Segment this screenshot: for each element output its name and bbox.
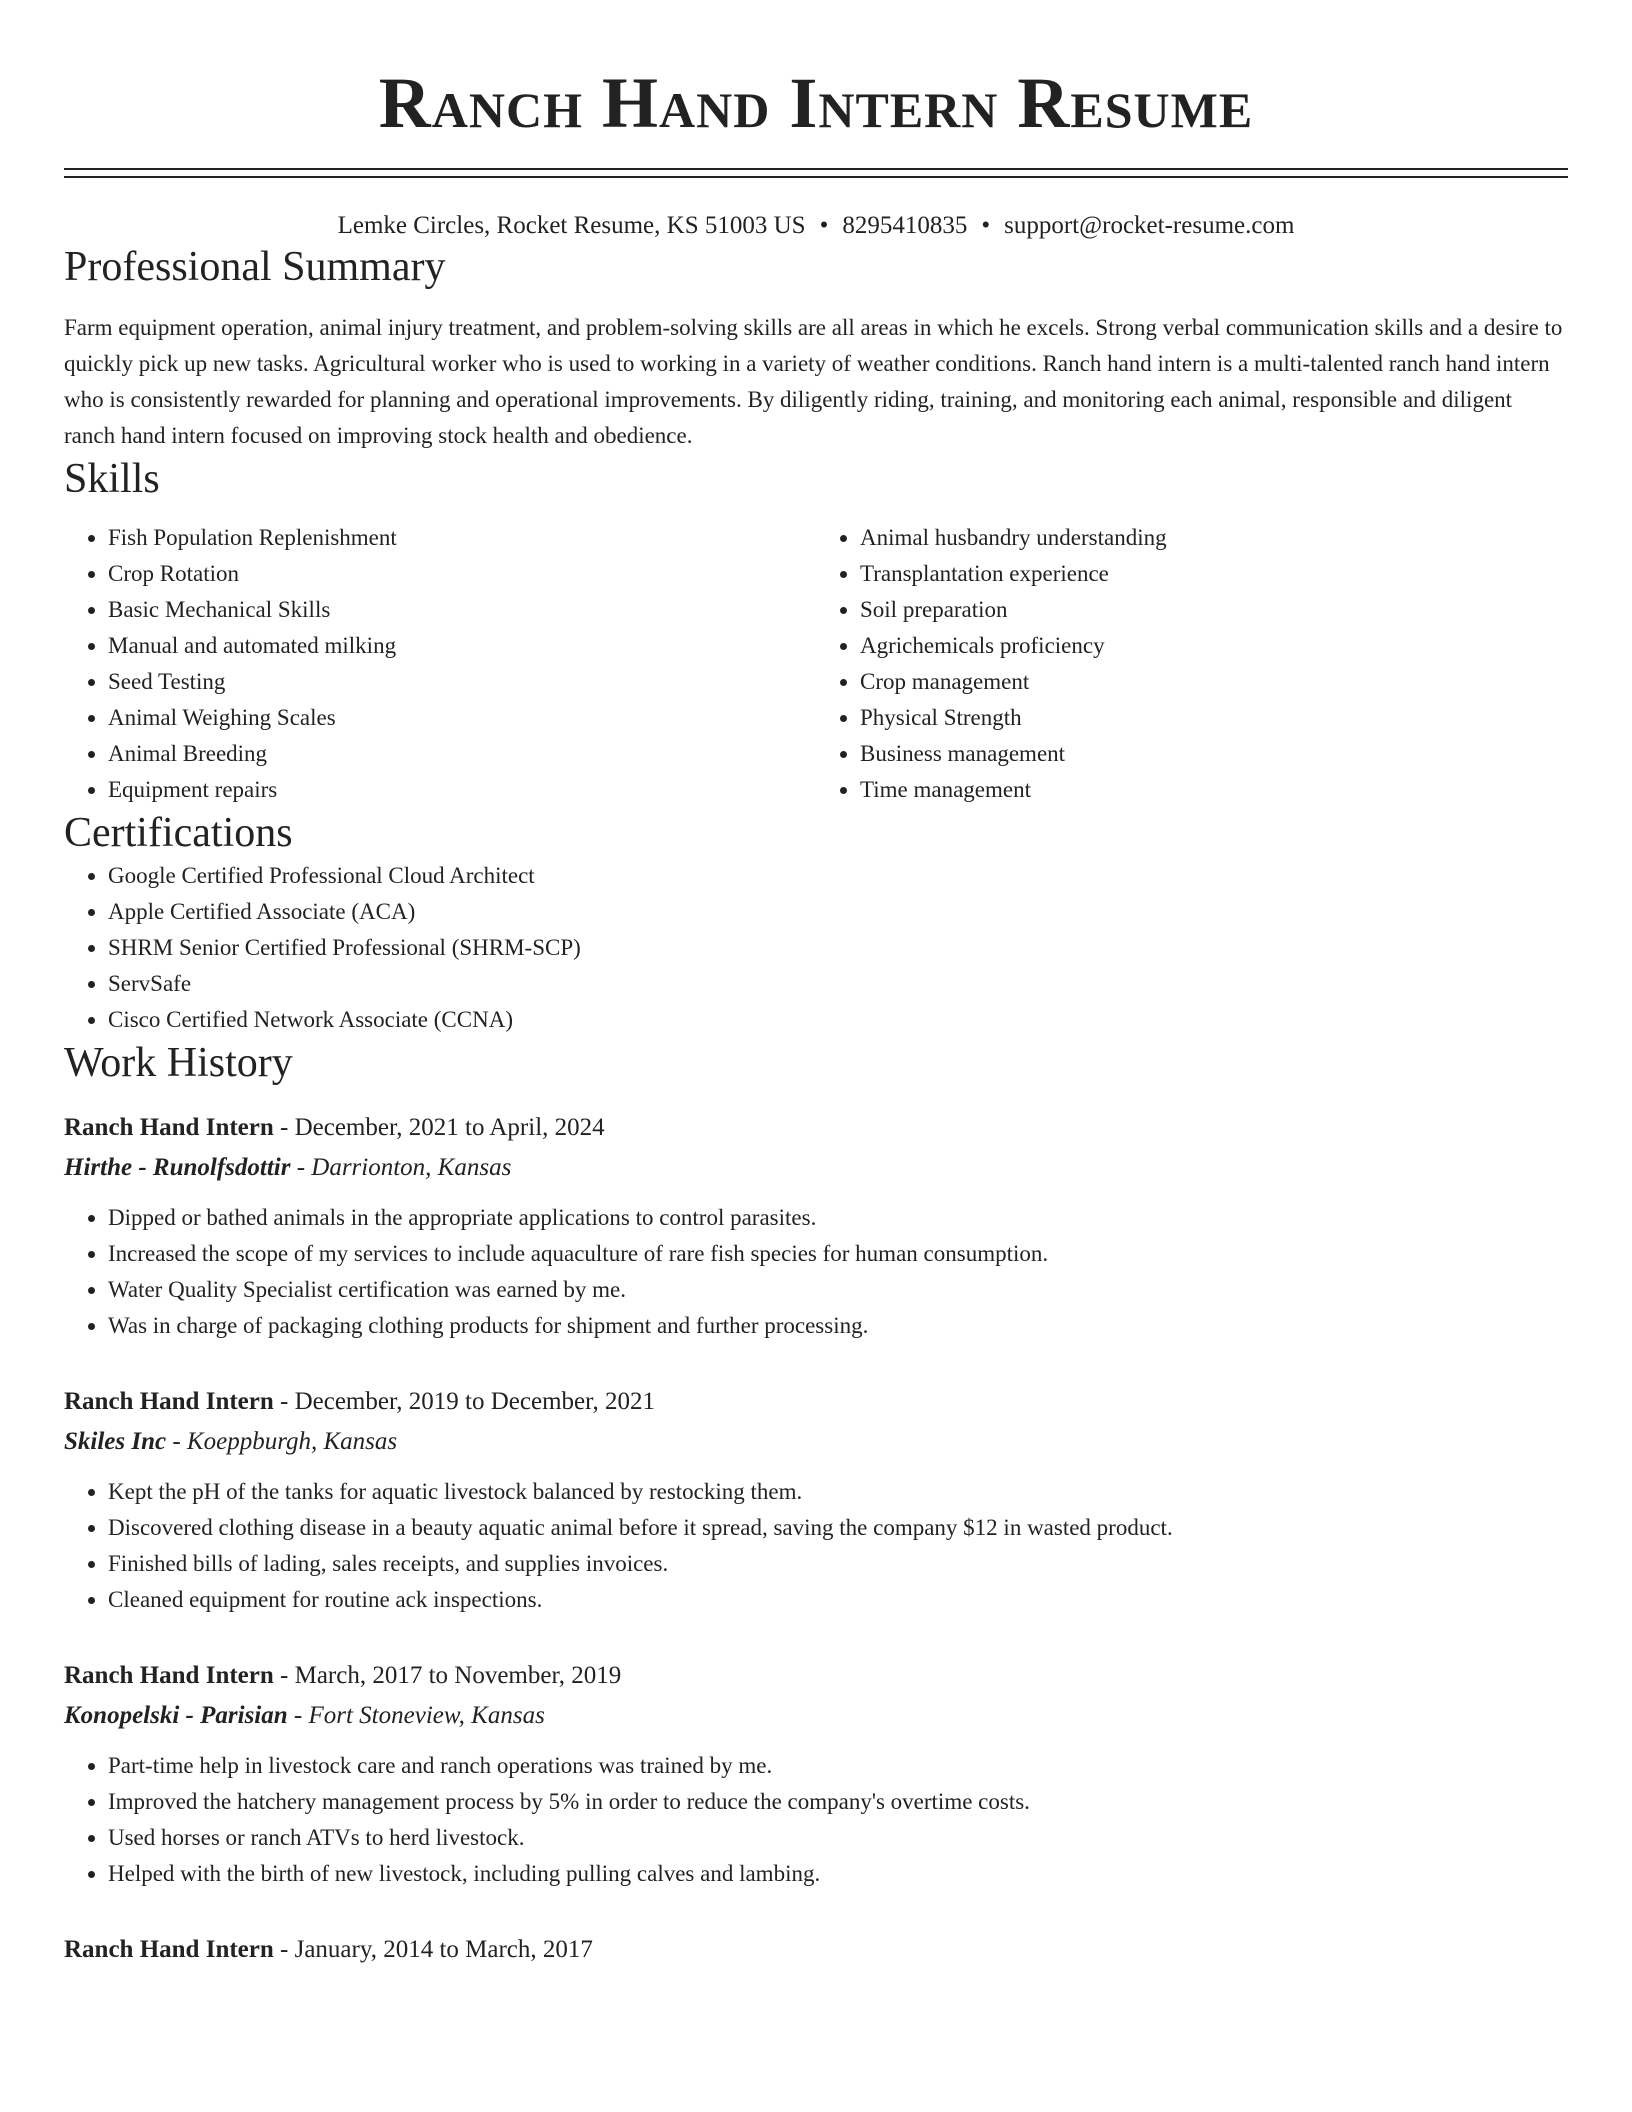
skill-item: • Seed Testing — [108, 664, 816, 700]
certification-item: • Cisco Certified Network Associate (CCNA) — [108, 1002, 1568, 1038]
contact-email: support@rocket-resume.com — [1004, 212, 1295, 239]
skill-item: • Animal husbandry understanding — [860, 520, 1568, 556]
title-divider — [64, 168, 1568, 178]
contact-separator: • — [981, 212, 991, 239]
job-entry — [64, 1930, 1568, 1970]
skill-item: • Soil preparation — [860, 592, 1568, 628]
skill-item: • Fish Population Replenishment — [108, 520, 816, 556]
job-entry — [64, 1382, 1568, 1618]
job-entry — [64, 1656, 1568, 1892]
job-title: Ranch Hand Intern — [64, 1936, 274, 1963]
skill-item: • Animal Breeding — [108, 736, 816, 772]
skill-item: • Manual and automated milking — [108, 628, 816, 664]
resume-page — [64, 0, 1568, 1970]
skills-list-right — [816, 520, 1568, 808]
job-entry — [64, 1108, 1568, 1344]
contact-line — [64, 210, 1568, 242]
job-title-line — [64, 1930, 1568, 1970]
job-title: Ranch Hand Intern — [64, 1114, 274, 1141]
job-bullet: • Kept the pH of the tanks for aquatic livestock balanced by restocking them. — [108, 1474, 1568, 1510]
skill-item: • Business management — [860, 736, 1568, 772]
job-bullet: • Increased the scope of my services to include aquaculture of rare fish species for human consumption. — [108, 1236, 1568, 1272]
certifications-heading: Certifications — [64, 810, 293, 856]
job-bullet: • Improved the hatchery management process by 5% in order to reduce the company's overtime costs. — [108, 1784, 1568, 1820]
job-title-line — [64, 1108, 1568, 1148]
job-bullet: • Dipped or bathed animals in the appropriate applications to control parasites. — [108, 1200, 1568, 1236]
job-company: Skiles Inc — [64, 1428, 167, 1455]
job-title-line — [64, 1382, 1568, 1422]
job-location: - Fort Stoneview, Kansas — [287, 1702, 545, 1729]
job-bullet: • Part-time help in livestock care and ranch operations was trained by me. — [108, 1748, 1568, 1784]
job-company: Konopelski - Parisian — [64, 1702, 288, 1729]
contact-separator: • — [819, 212, 829, 239]
job-title-line — [64, 1656, 1568, 1696]
work-history-heading: Work History — [64, 1040, 293, 1086]
job-company: Hirthe - Runolfsdottir — [64, 1154, 291, 1181]
skill-item: • Animal Weighing Scales — [108, 700, 816, 736]
skill-item: • Agrichemicals proficiency — [860, 628, 1568, 664]
certification-item: • Google Certified Professional Cloud Architect — [108, 858, 1568, 894]
resume-title: Ranch Hand Intern Resume — [378, 63, 1254, 143]
job-dates: - December, 2019 to December, 2021 — [273, 1388, 655, 1415]
job-bullet: • Used horses or ranch ATVs to herd livestock. — [108, 1820, 1568, 1856]
job-dates: - March, 2017 to November, 2019 — [273, 1662, 622, 1689]
certification-item: • ServSafe — [108, 966, 1568, 1002]
contact-address: Lemke Circles, Rocket Resume, KS 51003 US — [337, 212, 806, 239]
job-location: - Koeppburgh, Kansas — [166, 1428, 398, 1455]
job-title: Ranch Hand Intern — [64, 1388, 274, 1415]
contact-phone: 8295410835 — [842, 212, 968, 239]
skill-item: • Basic Mechanical Skills — [108, 592, 816, 628]
skills-columns — [64, 520, 1568, 808]
job-dates: - January, 2014 to March, 2017 — [273, 1936, 593, 1963]
summary-heading: Professional Summary — [64, 244, 446, 290]
skill-item: • Time management — [860, 772, 1568, 808]
job-company-line — [64, 1148, 1568, 1188]
job-bullet: • Was in charge of packaging clothing products for shipment and further processing. — [108, 1308, 1568, 1344]
job-title: Ranch Hand Intern — [64, 1662, 274, 1689]
job-company-line — [64, 1422, 1568, 1462]
skills-heading: Skills — [64, 456, 160, 502]
job-company-line — [64, 1696, 1568, 1736]
certification-item: • Apple Certified Associate (ACA) — [108, 894, 1568, 930]
job-bullet: • Cleaned equipment for routine ack inspections. — [108, 1582, 1568, 1618]
job-bullet: • Water Quality Specialist certification was earned by me. — [108, 1272, 1568, 1308]
job-dates: - December, 2021 to April, 2024 — [273, 1114, 605, 1141]
skill-item: • Equipment repairs — [108, 772, 816, 808]
summary-text: Farm equipment operation, animal injury treatment, and problem-solving skills are all areas in which he excels. Strong verbal communication skills and a desire to quickly pick up new tasks. Agricultural worker who is used to working in a variety of weather conditions. Ranch hand intern is a multi-talented ranch hand intern who is consistently rewarded for planning and operational improvements. By diligently riding, training, and monitoring each animal, responsible and diligent ranch hand intern focused on improving stock health and obedience. — [64, 315, 1563, 448]
job-bullets — [64, 1474, 1568, 1618]
job-bullets — [64, 1748, 1568, 1892]
certifications-list — [64, 858, 1568, 1038]
skill-item: • Transplantation experience — [860, 556, 1568, 592]
job-bullet: • Discovered clothing disease in a beauty aquatic animal before it spread, saving the company $12 in wasted product. — [108, 1510, 1568, 1546]
job-bullets — [64, 1200, 1568, 1344]
skills-list-left — [64, 520, 816, 808]
skill-item: • Physical Strength — [860, 700, 1568, 736]
certification-item: • SHRM Senior Certified Professional (SHRM-SCP) — [108, 930, 1568, 966]
skill-item: • Crop Rotation — [108, 556, 816, 592]
job-bullet: • Finished bills of lading, sales receipts, and supplies invoices. — [108, 1546, 1568, 1582]
skill-item: • Crop management — [860, 664, 1568, 700]
job-location: - Darrionton, Kansas — [290, 1154, 512, 1181]
job-bullet: • Helped with the birth of new livestock, including pulling calves and lambing. — [108, 1856, 1568, 1892]
